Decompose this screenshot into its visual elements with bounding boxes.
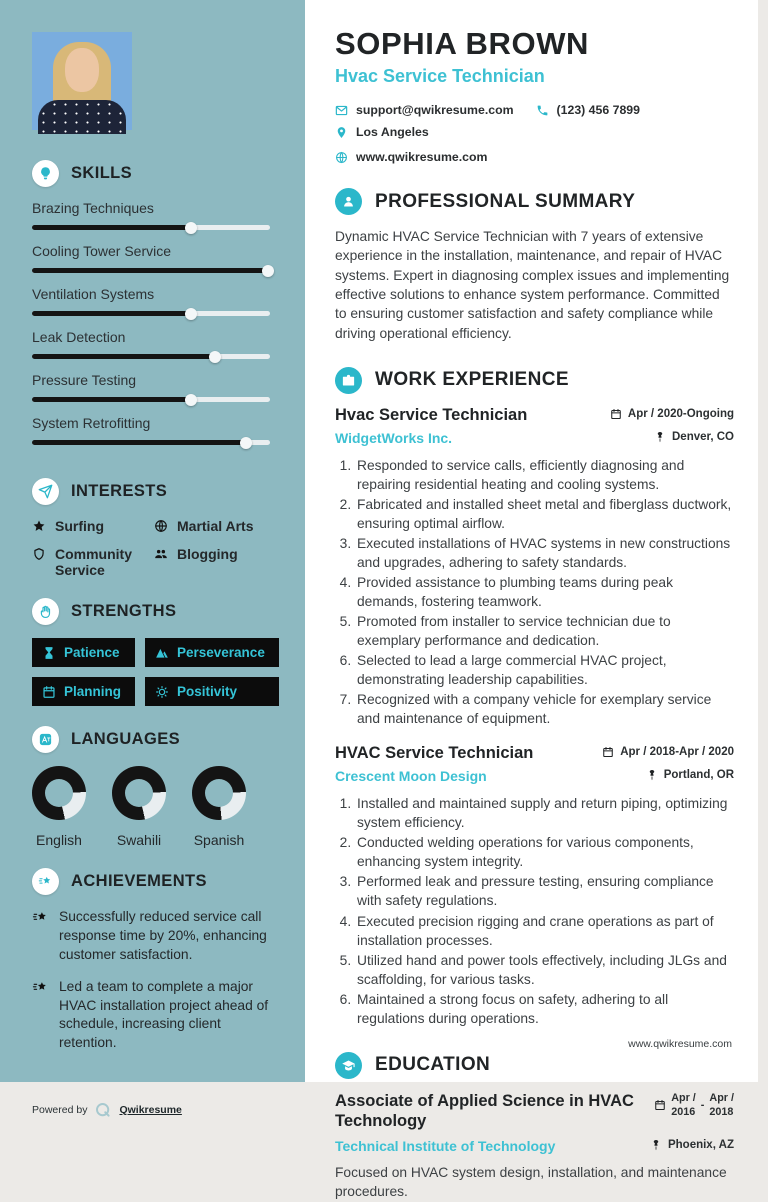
- language-donut: [112, 766, 166, 820]
- achievement-text: Led a team to complete a major HVAC installation project ahead of schedule, increasing client retention.: [59, 979, 269, 1051]
- interest-item: [32, 546, 150, 578]
- profile-photo: [32, 32, 132, 130]
- achievements-list: [32, 908, 275, 1052]
- sun-icon: [155, 685, 169, 699]
- jobs-container: [335, 406, 734, 1028]
- skill-slider-fill: [32, 397, 191, 402]
- sidebar-footer: [32, 1087, 275, 1135]
- job-date-value: Apr / 2018-Apr / 2020: [620, 746, 734, 759]
- pushpin-icon: [654, 431, 666, 443]
- skill-label: Ventilation Systems: [32, 286, 155, 302]
- skill-label: System Retrofitting: [32, 415, 151, 431]
- interest-label: Surfing: [55, 518, 104, 534]
- skill-slider-fill: [32, 354, 215, 359]
- contact-row-1: [335, 103, 734, 139]
- strength-label: Perseverance: [177, 645, 265, 661]
- qwikresume-logo-icon: [94, 1101, 112, 1119]
- job-bullet: 5. Promoted from installer to service technician due to exemplary performance and dedication.: [355, 612, 734, 650]
- skills-title: SKILLS: [71, 164, 133, 182]
- languages-section: [32, 726, 275, 848]
- skill-item: [32, 372, 275, 402]
- skill-slider-thumb: [262, 265, 274, 277]
- education-header: [335, 1052, 734, 1079]
- shooting-star-icon: [32, 909, 49, 964]
- edu-date-end-year: 2018: [709, 1105, 734, 1118]
- paper-plane-icon: [32, 478, 59, 505]
- skill-slider-thumb: [185, 222, 197, 234]
- translate-icon: [32, 726, 59, 753]
- company-name: WidgetWorks Inc.: [335, 429, 453, 446]
- calendar-icon: [42, 685, 56, 699]
- star-icon: [32, 519, 46, 534]
- company-name: Crescent Moon Design: [335, 768, 487, 785]
- education-location: [650, 1139, 734, 1151]
- job-bullet: 4. Provided assistance to plumbing teams during peak demands, fostering teamwork.: [355, 573, 734, 611]
- candidate-name: SOPHIA BROWN: [335, 26, 590, 61]
- interest-item: [32, 518, 150, 534]
- lightbulb-icon: [32, 160, 59, 187]
- skill-slider-fill: [32, 268, 268, 273]
- interests-title: INTERESTS: [71, 482, 168, 500]
- shooting-star-icon: [32, 979, 49, 1053]
- skill-label: Leak Detection: [32, 329, 126, 345]
- language-label: English: [36, 832, 82, 849]
- location-value: Los Angeles: [356, 125, 429, 139]
- strengths-title: STRENGTHS: [71, 602, 177, 621]
- envelope-icon: [335, 104, 348, 117]
- hourglass-icon: [42, 646, 56, 660]
- qwikresume-link[interactable]: Qwikresume: [119, 1103, 182, 1116]
- fist-icon: [32, 598, 59, 625]
- job-location-value: Portland, OR: [663, 769, 734, 782]
- powered-by-label: Powered by: [32, 1103, 88, 1116]
- skill-slider: [32, 440, 270, 445]
- skill-label: Pressure Testing: [32, 372, 137, 388]
- phone-icon: [536, 104, 549, 117]
- job-bullet: 1. Installed and maintained supply and return piping, optimizing system efficiency.: [355, 794, 734, 832]
- interest-item: [154, 546, 275, 578]
- job-subheader-row: [335, 430, 734, 446]
- skill-item: [32, 329, 275, 359]
- interests-list: [32, 518, 275, 578]
- page-footer-website[interactable]: www.qwikresume.com: [628, 1038, 732, 1050]
- job-bullet: 7. Recognized with a company vehicle for exemplary service and maintenance of equipment.: [355, 690, 734, 728]
- job-header-row: [335, 744, 734, 763]
- job-bullet-list: [335, 794, 734, 1027]
- strength-badge: [32, 677, 135, 706]
- users-icon: [154, 547, 168, 578]
- job-location-value: Denver, CO: [672, 430, 734, 443]
- phone-item: [536, 103, 640, 117]
- edu-date-start-month: Apr /: [671, 1091, 696, 1104]
- skill-slider-fill: [32, 440, 246, 445]
- edu-date-separator: -: [700, 1098, 705, 1111]
- education-location-value: Phoenix, AZ: [667, 1138, 734, 1151]
- job-bullet: 2. Fabricated and installed sheet metal and fiberglass ductwork, ensuring optimal airflow.: [355, 495, 734, 533]
- email-item: [335, 103, 514, 117]
- interest-item: [154, 518, 275, 534]
- language-item: [192, 766, 246, 848]
- skill-slider-fill: [32, 225, 191, 230]
- location-pin-icon: [335, 126, 348, 139]
- job-bullet: 6. Selected to lead a large commercial HVAC project, demonstrating leadership capabilities.: [355, 651, 734, 689]
- summary-title: PROFESSIONAL SUMMARY: [375, 190, 636, 212]
- job-date: [610, 408, 734, 420]
- skill-slider: [32, 397, 270, 402]
- degree-name: Associate of Applied Science in HVAC Technology: [335, 1091, 634, 1131]
- language-donut: [32, 766, 86, 820]
- job-header-row: [335, 406, 734, 425]
- skill-item: [32, 286, 275, 316]
- achievement-item: [32, 908, 275, 964]
- strength-label: Positivity: [177, 684, 238, 700]
- achievement-item: [32, 978, 275, 1053]
- strengths-list: [32, 638, 275, 706]
- phone-value: (123) 456 7899: [556, 103, 640, 117]
- job-bullet: 6. Maintained a strong focus on safety, adhering to all regulations during operations.: [355, 990, 734, 1028]
- mountain-icon: [155, 646, 169, 660]
- job-entry: [335, 406, 734, 728]
- school-name: Technical Institute of Technology: [335, 1137, 556, 1154]
- skill-item: [32, 200, 275, 230]
- skill-label: Cooling Tower Service: [32, 243, 172, 259]
- language-label: Spanish: [193, 832, 245, 849]
- calendar-icon: [602, 746, 614, 758]
- job-bullet: 2. Conducted welding operations for various components, enhancing system integrity.: [355, 833, 734, 871]
- skill-label: Brazing Techniques: [32, 200, 154, 216]
- website-item: [335, 150, 487, 164]
- education-row-1: [335, 1091, 734, 1132]
- experience-header: [335, 367, 734, 394]
- shield-icon: [32, 547, 46, 578]
- languages-list: [32, 766, 275, 848]
- grad-cap-icon: [335, 1052, 362, 1079]
- pushpin-icon: [650, 1139, 662, 1151]
- education-date: [654, 1091, 734, 1119]
- languages-title: LANGUAGES: [71, 730, 181, 749]
- interest-label: Community Service: [55, 546, 132, 579]
- achievements-title: ACHIEVEMENTS: [71, 872, 207, 891]
- edu-date-end-month: Apr /: [709, 1091, 734, 1104]
- job-bullet-list: [335, 456, 734, 728]
- summary-header: [335, 188, 734, 215]
- skill-item: [32, 415, 275, 445]
- globe-icon: [335, 151, 348, 164]
- summary-text: Dynamic HVAC Service Technician with 7 years of extensive experience in the installation, maintenance, and repair of HVAC systems. Expert in diagnosing complex issues and implementing effective solutions to enhance system performance. Committed to ensuring customer satisfaction and safety compliance while driving operational efficiency.: [335, 229, 730, 341]
- education-note: Focused on HVAC system design, installation, and maintenance procedures.: [335, 1164, 727, 1200]
- job-location: [646, 769, 734, 781]
- job-bullet: 5. Utilized hand and power tools effectively, including JLGs and scaffolding, for various tasks.: [355, 951, 734, 989]
- job-subheader-row: [335, 768, 734, 784]
- achievement-text: Successfully reduced service call response time by 20%, enhancing customer satisfaction.: [59, 909, 267, 962]
- job-date: [602, 746, 734, 758]
- experience-title: WORK EXPERIENCE: [375, 369, 569, 391]
- language-item: [32, 766, 86, 848]
- job-bullet: 3. Executed installations of HVAC systems in new constructions and upgrades, adhering to safety standards.: [355, 534, 734, 572]
- photo-face: [65, 48, 99, 92]
- briefcase-icon: [335, 367, 362, 394]
- strength-badge: [145, 677, 279, 706]
- strength-badge: [145, 638, 279, 667]
- skill-slider: [32, 311, 270, 316]
- skill-slider: [32, 354, 270, 359]
- globe-icon: [154, 519, 168, 534]
- job-date-value: Apr / 2020-Ongoing: [627, 407, 734, 420]
- language-donut: [192, 766, 246, 820]
- job-bullet: 1. Responded to service calls, efficiently diagnosing and repairing residential heating and cooling systems.: [355, 456, 734, 494]
- job-entry: [335, 744, 734, 1027]
- main-content: [305, 0, 758, 1200]
- strength-label: Planning: [64, 684, 121, 700]
- skill-slider-thumb: [185, 308, 197, 320]
- skill-slider-thumb: [185, 394, 197, 406]
- skill-slider-fill: [32, 311, 191, 316]
- photo-shirt: [38, 100, 126, 134]
- achievements-section: [32, 868, 275, 1066]
- language-label: Swahili: [116, 832, 162, 849]
- skill-slider-thumb: [240, 437, 252, 449]
- candidate-role: Hvac Service Technician: [335, 66, 545, 86]
- location-item: [335, 125, 429, 139]
- website-value[interactable]: www.qwikresume.com: [356, 150, 488, 164]
- calendar-icon: [610, 408, 622, 420]
- strengths-section: [32, 598, 275, 706]
- education-row-2: [335, 1138, 734, 1154]
- skill-item: [32, 243, 275, 273]
- person-icon: [335, 188, 362, 215]
- interests-section: [32, 478, 275, 578]
- pushpin-icon: [646, 769, 658, 781]
- strength-badge: [32, 638, 135, 667]
- skills-list: [32, 200, 275, 445]
- skill-slider-thumb: [209, 351, 221, 363]
- edu-date-start-year: 2016: [671, 1105, 696, 1118]
- job-title: HVAC Service Technician: [335, 744, 534, 763]
- job-bullet: 4. Executed precision rigging and crane operations as part of installation processes.: [355, 912, 734, 950]
- skill-slider: [32, 268, 270, 273]
- language-item: [112, 766, 166, 848]
- interest-label: Martial Arts: [177, 518, 254, 534]
- job-bullet: 3. Performed leak and pressure testing, ensuring compliance with safety regulations.: [355, 872, 734, 910]
- education-title: EDUCATION: [375, 1054, 491, 1076]
- skills-section: [32, 160, 275, 458]
- job-location: [654, 431, 734, 443]
- strength-label: Patience: [64, 645, 120, 661]
- job-title: Hvac Service Technician: [335, 405, 528, 424]
- calendar-icon: [654, 1099, 666, 1111]
- email-value[interactable]: support@qwikresume.com: [356, 103, 514, 117]
- interest-label: Blogging: [177, 546, 238, 563]
- skill-slider: [32, 225, 270, 230]
- contact-row-2: [335, 150, 734, 164]
- shooting-star-icon: [32, 868, 59, 895]
- sidebar: [0, 0, 305, 1116]
